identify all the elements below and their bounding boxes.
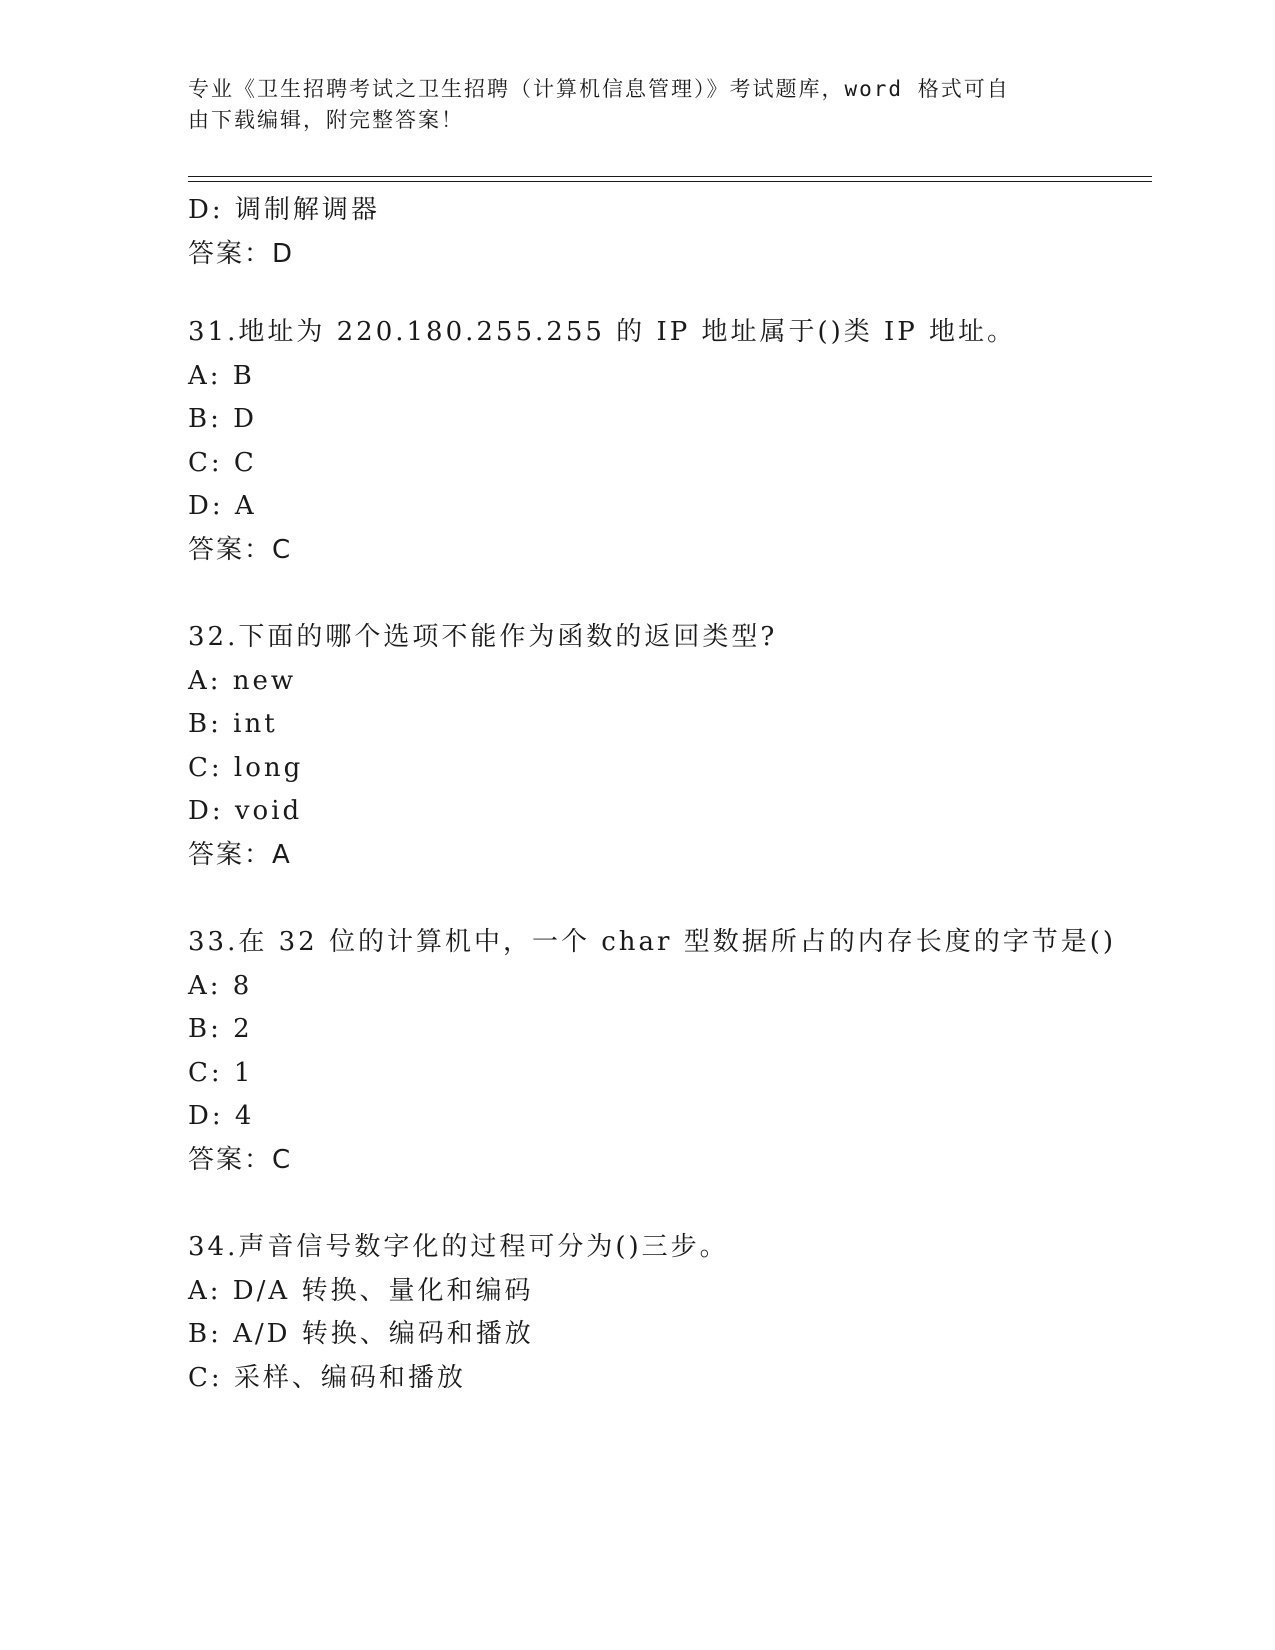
option-a: A: D/A 转换、量化和编码 [188,1276,534,1306]
answer: 答案：A [188,840,292,870]
option-d: D: A [188,491,257,521]
option-c: C: C [188,448,257,478]
question-stem: 32.下面的哪个选项不能作为函数的返回类型? [188,622,778,652]
answer: 答案：C [188,1145,293,1175]
option-c: C: 1 [188,1058,254,1088]
option-a: A: new [188,666,297,696]
option-a: A: B [188,361,255,391]
question-stem: 34.声音信号数字化的过程可分为()三步。 [188,1232,729,1262]
document-header [188,74,1088,136]
question-stem: 33.在 32 位的计算机中，一个 char 型数据所占的内存长度的字节是() [188,927,1117,957]
rule-bottom [188,181,1152,182]
option-b: B: D [188,404,257,434]
option-d: D: 4 [188,1101,255,1131]
option-c: C: long [188,753,304,783]
option-d: D: 调制解调器 [188,195,380,225]
header-line-1: 专业《卫生招聘考试之卫生招聘（计算机信息管理）》考试题库，word 格式可自 [188,77,1010,101]
option-d: D: void [188,796,303,826]
answer: 答案：C [188,535,293,565]
option-c: C: 采样、编码和播放 [188,1363,466,1393]
option-a: A: 8 [188,971,253,1001]
answer: 答案：D [188,239,295,269]
option-b: B: A/D 转换、编码和播放 [188,1319,534,1349]
option-b: B: int [188,709,278,739]
question-stem: 31.地址为 220.180.255.255 的 IP 地址属于()类 IP 地址。 [188,317,1017,347]
rule-top [188,176,1152,177]
option-b: B: 2 [188,1014,253,1044]
header-double-rule [188,176,1152,183]
header-line-2: 由下载编辑，附完整答案！ [188,108,464,132]
